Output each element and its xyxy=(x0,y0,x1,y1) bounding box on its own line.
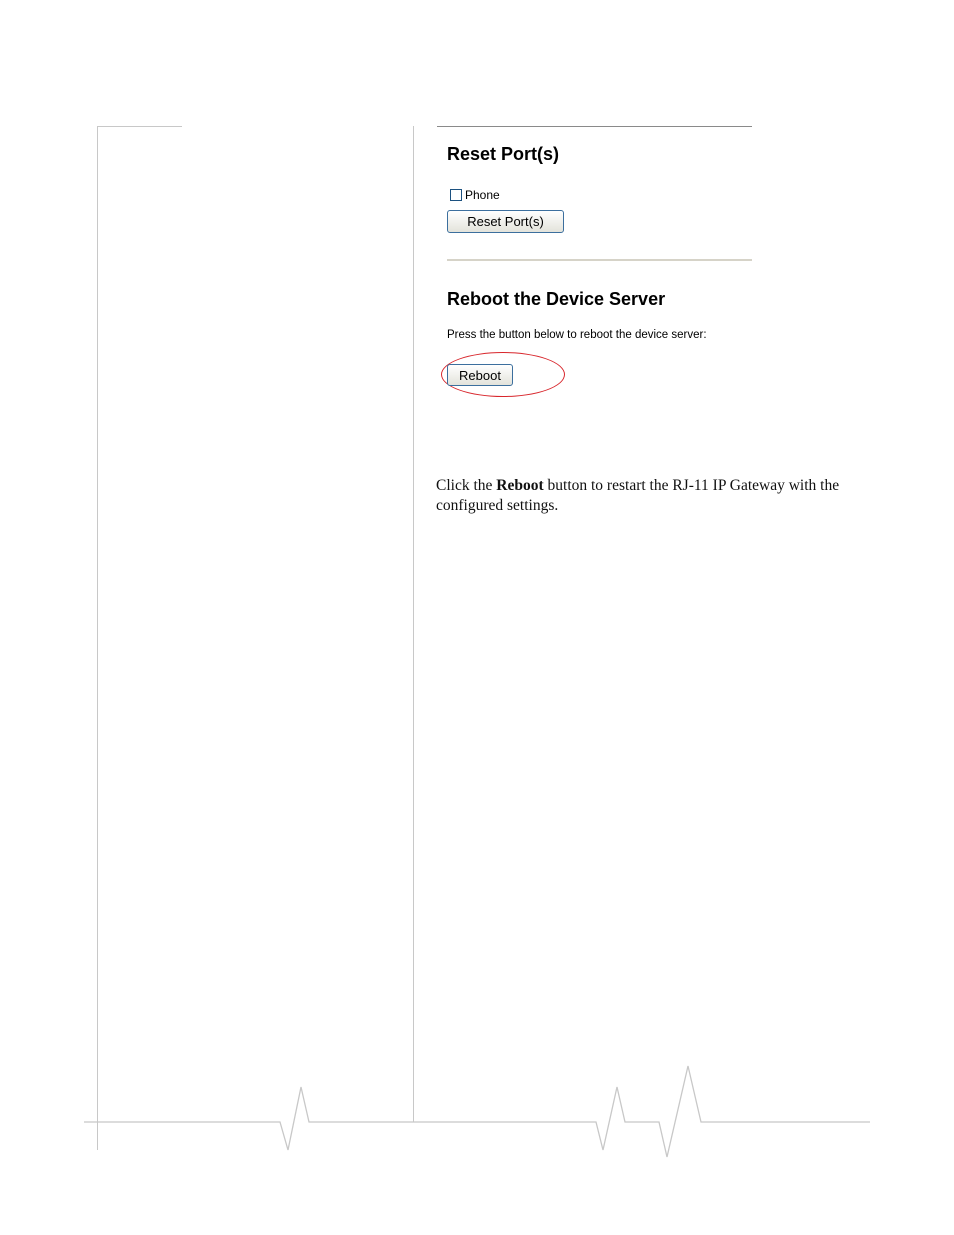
column-divider xyxy=(413,126,414,1122)
reboot-instruction: Press the button below to reboot the device server: xyxy=(447,329,707,341)
description-bold-reboot: Reboot xyxy=(496,477,544,494)
footer-waveform-graphic xyxy=(0,1060,954,1170)
footer-waveform-line xyxy=(84,1066,870,1157)
phone-checkbox[interactable] xyxy=(450,189,462,201)
reboot-heading: Reboot the Device Server xyxy=(447,289,666,309)
phone-checkbox-label: Phone xyxy=(465,188,500,202)
description-prefix: Click the xyxy=(436,477,497,494)
left-margin-rule xyxy=(97,126,98,1150)
section-divider xyxy=(447,259,752,261)
device-server-screenshot xyxy=(437,126,753,416)
description-suffix: button to restart the RJ-11 IP Gateway with the configured settings. xyxy=(436,477,840,514)
left-margin-top-tick xyxy=(97,126,182,127)
reboot-description xyxy=(436,476,866,515)
screenshot-top-rule xyxy=(437,126,752,127)
reset-ports-heading: Reset Port(s) xyxy=(447,144,560,164)
reboot-button[interactable]: Reboot xyxy=(447,364,513,386)
phone-checkbox-row[interactable] xyxy=(450,188,500,202)
reset-ports-button[interactable]: Reset Port(s) xyxy=(447,210,564,233)
